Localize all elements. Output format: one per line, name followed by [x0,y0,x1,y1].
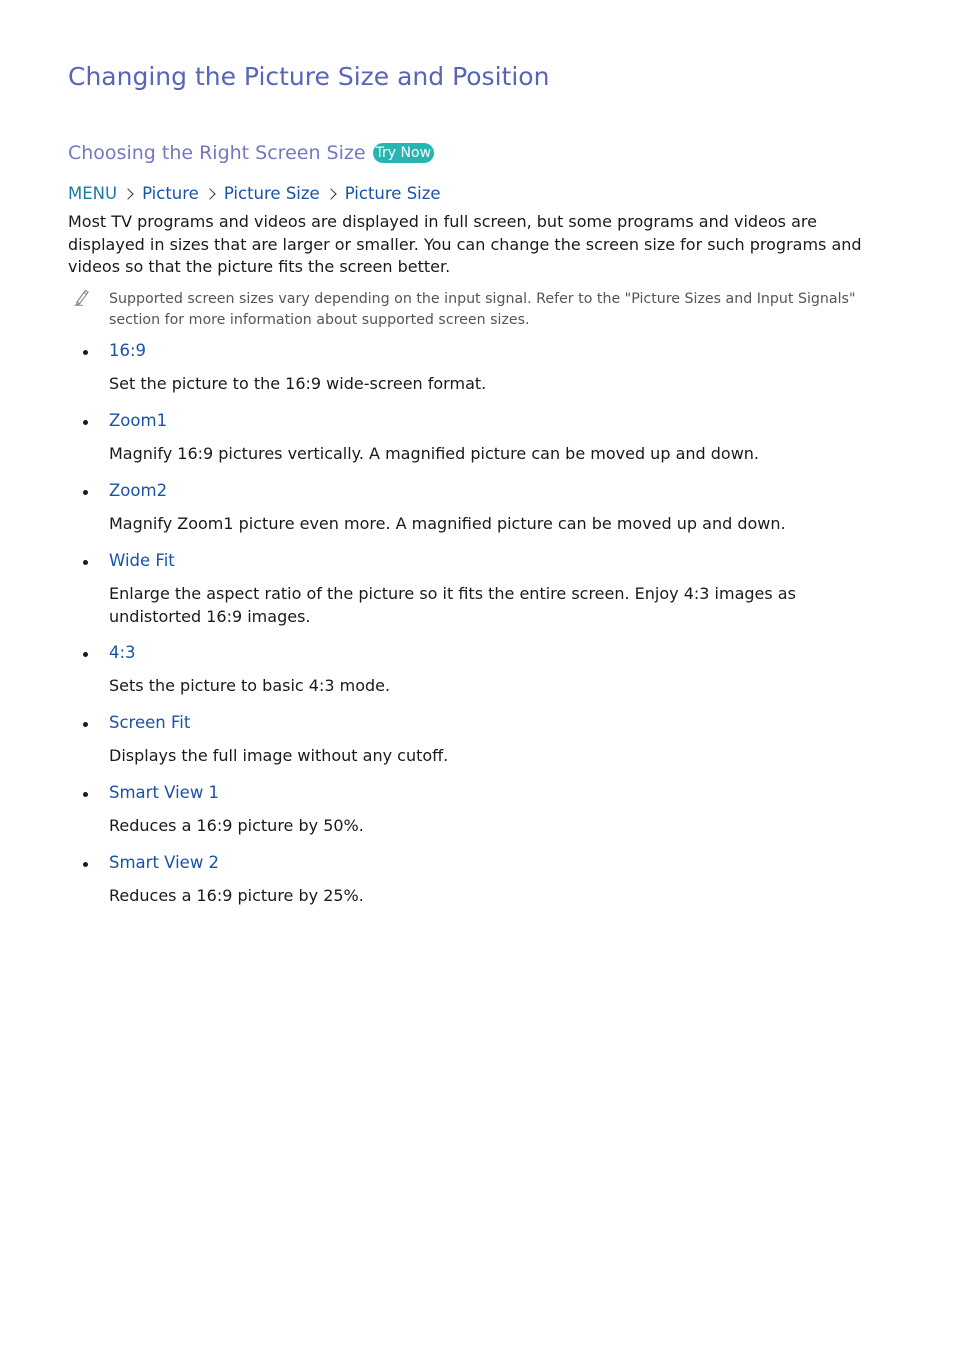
intro-paragraph: Most TV programs and videos are displayed in full screen, but some programs and videos are displayed in sizes that are larger or smaller. You can change the screen size for such programs and videos so that the picture fits the screen better. [68,212,862,276]
breadcrumb-item-picture-size[interactable]: Picture Size [223,184,320,203]
bullet [83,490,88,495]
bullet [83,350,88,355]
option-desc: Set the picture to the 16:9 wide-screen format. [109,374,487,393]
option-desc: Magnify 16:9 pictures vertically. A magnified picture can be moved up and down. [109,444,760,463]
bullet [83,560,88,565]
option-title[interactable]: Wide Fit [109,551,175,570]
breadcrumb-menu[interactable]: MENU [68,184,118,203]
chevron-right-icon [204,188,215,199]
bullet [83,792,88,797]
try-now-button[interactable]: Try Now [373,143,434,163]
bullet [83,862,88,867]
option-title[interactable]: Smart View 2 [109,853,220,872]
option-title[interactable]: Smart View 1 [109,783,220,802]
chevron-right-icon [122,188,133,199]
note-text: Supported screen sizes vary depending on the input signal. Refer to the "Picture Sizes and Input Signals" section for more information about supported screen sizes. [109,291,856,328]
option-desc: Enlarge the aspect ratio of the picture so it fits the entire screen. Enjoy 4:3 images as undistorted 16:9 images. [109,584,796,626]
option-title[interactable]: Zoom2 [109,481,168,500]
note [68,289,888,330]
breadcrumb-item-picture[interactable]: Picture [142,184,199,203]
option-title[interactable]: 16:9 [109,341,147,360]
option-title[interactable]: Zoom1 [109,411,168,430]
chevron-right-icon [325,188,336,199]
option-desc: Sets the picture to basic 4:3 mode. [109,676,391,695]
bullet [83,722,88,727]
option-desc: Displays the full image without any cutoff. [109,746,449,765]
section-title [68,142,434,164]
pencil-icon [74,288,90,306]
option-title[interactable]: 4:3 [109,643,136,662]
bullet [83,652,88,657]
bullet [83,420,88,425]
option-desc: Magnify Zoom1 picture even more. A magnified picture can be moved up and down. [109,514,786,533]
option-title[interactable]: Screen Fit [109,713,191,732]
page-title: Changing the Picture Size and Position [68,62,550,91]
breadcrumb [68,184,441,203]
option-desc: Reduces a 16:9 picture by 25%. [109,886,364,905]
section-title-text: Choosing the Right Screen Size [68,142,366,164]
option-desc: Reduces a 16:9 picture by 50%. [109,816,364,835]
breadcrumb-item-picture-size-setting[interactable]: Picture Size [344,184,441,203]
